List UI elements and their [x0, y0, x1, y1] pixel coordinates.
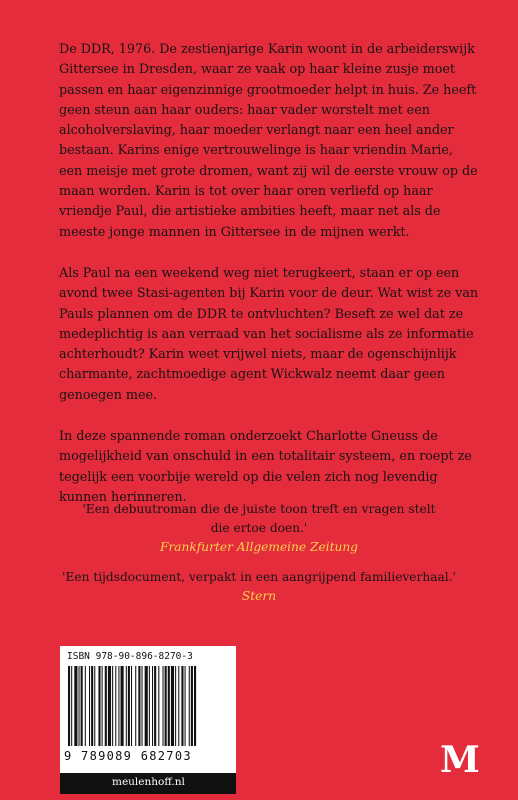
barcode-bars [66, 666, 230, 748]
back-cover-blurb [59, 40, 479, 529]
barcode-bar [105, 666, 107, 746]
barcode-bar [171, 666, 174, 746]
isbn-barcode [60, 646, 236, 794]
barcode-bar [121, 666, 124, 746]
barcode-bar [165, 666, 167, 746]
barcode-bar [91, 666, 93, 746]
isbn-label: ISBN 978-90-896-8270-3 [67, 651, 193, 662]
publisher-strip [60, 773, 236, 794]
review-quote-2 [40, 568, 478, 606]
barcode-bar [71, 666, 72, 746]
barcode-bar [115, 666, 116, 746]
barcode-bar [89, 666, 90, 746]
barcode-bar [158, 666, 159, 746]
barcode-bar [145, 666, 148, 746]
barcode-bar [108, 666, 111, 746]
quote-source: Stern [241, 589, 277, 603]
barcode-bar [175, 666, 176, 746]
barcode-bar [178, 666, 179, 746]
barcode-bar [81, 666, 83, 746]
blurb-paragraph-3: In deze spannende roman onderzoekt Charlotte Gneuss de mogelijkheid van onschuld in een totalitair systeem, en roept ze tegelijk een voorbije wereld op die velen zich nog levendig kunnen herinneren. [59, 429, 472, 505]
barcode-bar [163, 666, 164, 746]
blurb-paragraph-2: Als Paul na een weekend weg niet terugkeert, staan er op een avond twee Stasi-agenten bij Karin voor de deur. Wat wist ze van Pauls plannen om de DDR te ontvluchten? Beseft ze wel dat ze medeplichtig is aan verraad van het socialisme als ze informatie achterhoudt? Karin weet vrijwel niets, maar de ogenschijnlijk charmante, zachtmoedige agent Wickwalz neemt daar geen genoegen mee. [59, 265, 479, 403]
quote-source: Frankfurter Allgemeine Zeitung [160, 540, 358, 554]
quote-text: 'Een debuutroman die de juiste toon treft en vragen stelt die ertoe doen.' [82, 502, 436, 535]
publisher-logo: M [440, 739, 480, 781]
review-quote-1 [40, 500, 478, 557]
barcode-bar [128, 666, 130, 746]
barcode-bar [194, 666, 196, 746]
barcode-bar [185, 666, 186, 746]
barcode-bar [149, 666, 150, 746]
barcode-bar [142, 666, 143, 746]
barcode-bar [112, 666, 113, 746]
barcode-bar [68, 666, 70, 746]
barcode-bar [154, 666, 156, 746]
barcode-bar [74, 666, 77, 746]
publisher-site: meulenhoff.nl [112, 776, 185, 788]
barcode-bar [181, 666, 183, 746]
barcode-bar [135, 666, 136, 746]
barcode-bar [126, 666, 127, 746]
barcode-bar [102, 666, 103, 746]
barcode-bar [94, 666, 95, 746]
barcode-bar [98, 666, 100, 746]
barcode-bar [118, 666, 119, 746]
barcode-bar [152, 666, 153, 746]
barcode-digits: 9 789089 682703 [64, 749, 192, 763]
blurb-paragraph-1: De DDR, 1976. De zestienjarige Karin woont in de arbeiderswijk Gittersee in Dresden, waar ze vaak op haar kleine zusje moet passen en haar eigenzinnige grootmoeder helpt in huis. Ze heeft geen steun aan haar ouders: haar vader worstelt met een alcoholverslaving, haar moeder verlangt naar een heel ander bestaan. Karins enige vertrouwelinge is haar vriendin Marie, een meisje met grote dromen, want zij wil de eerste vrouw op de maan worden. Karin is tot over haar oren verliefd op haar vriendje Paul, die artistieke ambities heeft, maar net als de meeste jonge mannen in Gittersee in de mijnen werkt. [59, 42, 478, 240]
quote-text: 'Een tijdsdocument, verpakt in een aangrijpend familieverhaal.' [62, 570, 456, 584]
barcode-bar [131, 666, 132, 746]
barcode-bar [191, 666, 193, 746]
barcode-bar [138, 666, 140, 746]
barcode-bar [85, 666, 86, 746]
barcode-bar [189, 666, 190, 746]
barcode-bar [79, 666, 80, 746]
barcode-bar [168, 666, 170, 746]
